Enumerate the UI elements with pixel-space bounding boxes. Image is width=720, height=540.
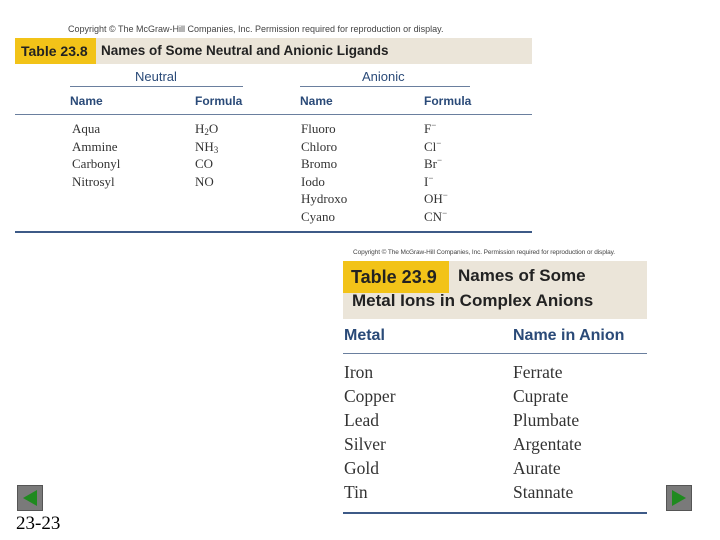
column-header-name-in-anion: Name in Anion — [513, 327, 625, 344]
column-header-anionic-name: Name — [300, 94, 333, 108]
next-slide-button[interactable] — [666, 485, 692, 511]
column-header-anionic-formula: Formula — [424, 94, 472, 108]
anion-name: Plumbate — [513, 410, 580, 430]
group-rule-neutral — [70, 86, 243, 87]
metal-name: Silver — [344, 434, 386, 454]
anionic-ligand-formula: OH− — [424, 190, 448, 206]
table-23-9-header-rule — [343, 353, 647, 354]
table-23-8-title: Names of Some Neutral and Anionic Ligands — [101, 43, 389, 58]
neutral-ligand-name: Nitrosyl — [72, 174, 115, 189]
group-heading-neutral: Neutral — [135, 69, 177, 84]
anionic-ligand-formula: F− — [424, 120, 437, 136]
triangle-left-icon — [18, 486, 42, 510]
table-23-8-bottom-rule — [15, 231, 532, 233]
metal-name: Gold — [344, 458, 379, 478]
anion-name: Aurate — [513, 458, 561, 478]
anion-name: Stannate — [513, 482, 574, 502]
anion-name: Cuprate — [513, 386, 569, 406]
copyright-notice: Copyright © The McGraw-Hill Companies, Inc. Permission required for reproduction or display. — [68, 24, 444, 34]
column-header-neutral-formula: Formula — [195, 94, 243, 108]
neutral-ligand-formula: $H_2O$ — [195, 121, 219, 137]
neutral-ligand-name: Aqua — [72, 121, 101, 136]
neutral-ligand-name: Ammine — [72, 139, 118, 154]
anionic-ligand-name: Iodo — [301, 174, 325, 189]
triangle-right-icon — [667, 486, 691, 510]
anionic-ligand-name: Chloro — [301, 139, 338, 154]
group-rule-anionic — [300, 86, 470, 87]
anion-name: Argentate — [513, 434, 582, 454]
metal-name: Iron — [344, 362, 374, 382]
page-number: 23-23 — [16, 513, 61, 534]
metal-name: Lead — [344, 410, 379, 430]
column-header-neutral-name: Name — [70, 94, 103, 108]
table-23-9-bottom-rule — [343, 512, 647, 514]
neutral-ligand-formula: NO — [195, 174, 214, 189]
anionic-ligand-name: Fluoro — [301, 121, 336, 136]
metal-name: Tin — [344, 482, 368, 502]
anionic-ligand-formula: Br− — [424, 155, 443, 171]
table-23-9-title-line-2: Metal Ions in Complex Anions — [352, 291, 594, 310]
anion-name: Ferrate — [513, 362, 563, 382]
table-23-8-header-rule — [15, 114, 532, 115]
table-23-8-number: Table 23.8 — [15, 38, 96, 64]
metal-name: Copper — [344, 386, 396, 406]
anionic-ligand-name: Hydroxo — [301, 191, 348, 206]
anionic-ligand-name: Bromo — [301, 156, 338, 171]
table-23-9-title-line-1: Names of Some — [458, 266, 586, 285]
neutral-ligand-formula: CO — [195, 156, 214, 171]
group-heading-anionic: Anionic — [362, 69, 405, 84]
neutral-ligand-name: Carbonyl — [72, 156, 121, 171]
column-header-metal: Metal — [344, 327, 385, 344]
neutral-ligand-formula: $NH_3$ — [195, 139, 219, 155]
copyright-notice-second: Copyright © The McGraw-Hill Companies, Inc. Permission required for reproduction or display. — [353, 249, 615, 256]
anionic-ligand-formula: I− — [424, 173, 434, 189]
anionic-ligand-formula: Cl− — [424, 138, 442, 154]
anionic-ligand-formula: CN− — [424, 208, 448, 224]
table-23-9-number: Table 23.9 — [343, 261, 449, 293]
previous-slide-button[interactable] — [17, 485, 43, 511]
anionic-ligand-name: Cyano — [301, 209, 335, 224]
